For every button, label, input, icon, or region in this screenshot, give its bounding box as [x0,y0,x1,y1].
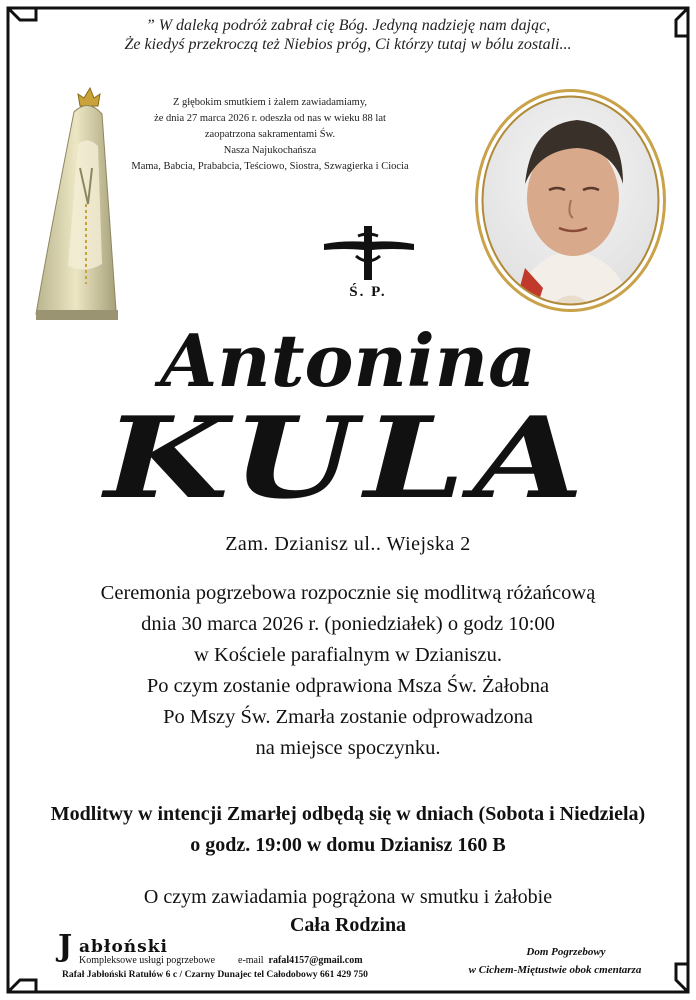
announcement-line: Nasza Najukochańsza [223,145,317,156]
cross-icon [318,222,418,282]
announcement-line: że dnia 27 marca 2026 r. odeszła od nas w wieku 88 lat [154,113,386,124]
funeral-home-logo-initial: J [58,929,73,964]
funeral-home-address: Rafał Jabłoński Ratułów 6 c / Czarny Dunajec tel Całodobowy 661 429 750 [62,969,368,980]
funeral-home-subtitle: Kompleksowe usługi pogrzebowe [79,955,216,966]
death-announcement [120,95,420,175]
portrait-photo [473,88,668,313]
ceremony-line: Ceremonia pogrzebowa rozpocznie się modlitwą różańcową [100,582,596,604]
email-address[interactable]: rafal4157@gmail.com [268,955,363,966]
deceased-address: Zam. Dzianisz ul.. Wiejska 2 [225,533,471,555]
announcement-line: zaopatrzona sakramentami Św. [204,129,336,140]
poem-line-1: ” W daleką podróż zabrał cię Bóg. Jedyną nadzieję nam dając, [145,17,551,34]
prayer-line-2: o godz. 19:00 w domu Dzianisz 160 B [190,834,506,856]
ceremony-details [40,578,656,764]
deceased-last-name: KULA [104,393,592,524]
ceremony-line: Po czym zostanie odprawiona Msza Św. Żałobna [146,675,550,697]
closing-text: O czym zawiadamia pogrążona w smutku i żałobie [143,886,553,908]
deceased-first-name: Antonina [160,318,536,403]
funeral-home-location: w Cichem-Miętustwie obok cmentarza [468,964,642,976]
prayer-line-1: Modlitwy w intencji Zmarłej odbędą się w dniach (Sobota i Niedziela) [50,803,646,825]
funeral-home-title: Dom Pogrzebowy [526,946,606,958]
ceremony-line: na miejsce spoczynku. [255,737,441,759]
sp-label: Ś. P. [349,284,387,300]
family-signature: Cała Rodzina [289,914,407,936]
funeral-home-email [238,955,363,966]
prayer-schedule [20,799,676,861]
ceremony-line: dnia 30 marca 2026 r. (poniedziałek) o godz 10:00 [141,613,555,635]
madonna-statue-image [30,84,120,324]
email-label: e-mail [238,955,264,966]
poem-line-2: Że kiedyś przekroczą też Niebios próg, Ci którzy tutaj w bólu zostali... [124,36,572,53]
funeral-home-logo-name: abłoński [79,937,168,957]
poem-quote [30,16,666,54]
ceremony-line: Po Mszy Św. Zmarła zostanie odprowadzona [163,706,533,728]
announcement-line: Mama, Babcia, Prababcia, Teściowo, Siostra, Szwagierka i Ciocia [131,161,409,172]
announcement-line: Z głębokim smutkiem i żalem zawiadamiamy, [172,97,368,108]
ceremony-line: w Kościele parafialnym w Dzianiszu. [194,644,502,666]
